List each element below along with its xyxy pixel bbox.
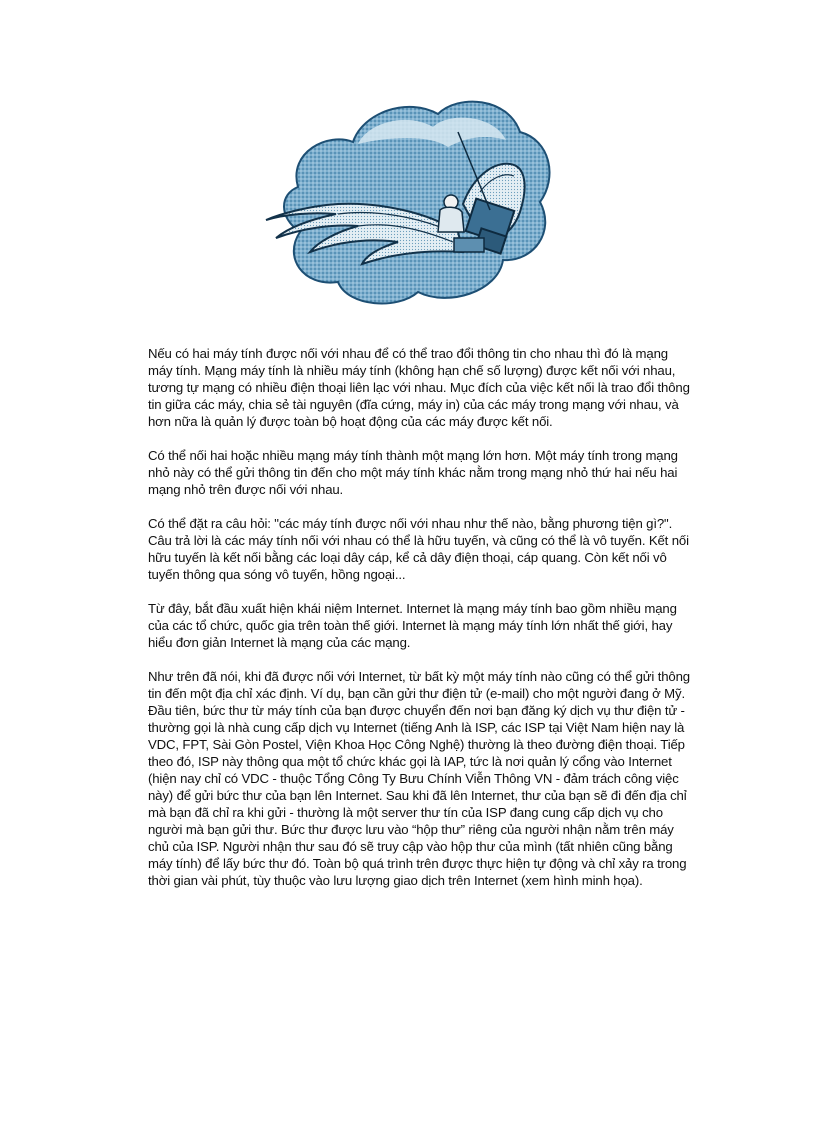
paragraph: Có thể nối hai hoặc nhiều mạng máy tính thành một mạng lớn hơn. Một máy tính trong mạng nhỏ này có thể gửi thông tin đến cho một máy tính khác nằm trong mạng nhỏ thứ hai nếu hai mạng nhỏ trên được nối với nhau. <box>148 448 678 497</box>
paragraph: Có thể đặt ra câu hỏi: "các máy tính được nối với nhau như thế nào, bằng phương tiện gì?". Câu trả lời là các máy tính nối với nhau có thể là hữu tuyến, và cũng có thể là vô tuyến. Kết nối hữu tuyến là kết nối bằng các loại dây cáp, kể cả dây điện thoại, cáp quang. Còn kết nối vô tuyến thông qua sóng vô tuyến, hồng ngoại... <box>148 516 689 582</box>
paragraph: Từ đây, bắt đầu xuất hiện khái niệm Internet. Internet là mạng máy tính bao gồm nhiều mạng của các tổ chức, quốc gia trên toàn thế giới. Internet là mạng máy tính lớn nhất thế giới, hay hiểu đơn giản Internet là mạng của các mạng. <box>148 601 677 650</box>
paragraph: Như trên đã nói, khi đã được nối với Internet, từ bất kỳ một máy tính nào cũng có thể gửi thông tin đến một địa chỉ xác định. Ví dụ, bạn cần gửi thư điện tử (e-mail) cho một người đang ở Mỹ. Đầu tiên, bức thư từ máy tính của bạn được chuyển đến nơi bạn đăng ký dịch vụ thư điện tử - thường gọi là nhà cung cấp dịch vụ Internet (tiếng Anh là ISP, các ISP tại Việt Nam hiện nay là VDC, FPT, Sài Gòn Postel, Viện Khoa Học Công Nghệ) thường là theo đường điện thoại. Tiếp theo đó, ISP này thông qua một tổ chức khác gọi là IAP, tức là nơi quản lý cổng vào Internet (hiện nay chỉ có VDC - thuộc Tổng Công Ty Bưu Chính Viễn Thông VN - đảm trách công việc này) để gửi bức thư của bạn lên Internet. Sau khi đã lên Internet, thư của bạn sẽ đi đến địa chỉ mà bạn đã chỉ ra khi gửi - thường là một server thư tín của ISP đang cung cấp dịch vụ cho người mà bạn gửi thư. Bức thư được lưu vào “hộp thư” riêng của người nhận nằm trên máy chủ của ISP. Người nhận thư sau đó sẽ truy cập vào hộp thư của mình (tất nhiên cũng bằng máy tính) để lấy bức thư đó. Toàn bộ quá trình trên được thực hiện tự động và chỉ xảy ra trong thời gian vài phút, tùy thuộc vào lưu lượng giao dịch trên Internet (xem hình minh họa). <box>148 669 690 888</box>
paragraph: Nếu có hai máy tính được nối với nhau để có thể trao đổi thông tin cho nhau thì đó là mạng máy tính. Mạng máy tính là nhiều máy tính (không hạn chế số lượng) được kết nối với nhau, tương tự mạng có nhiều điện thoại liên lạc với nhau. Mục đích của việc kết nối là trao đổi thông tin giữa các máy, chia sẻ tài nguyên (đĩa cứng, máy in) của các máy trong mạng với nhau, và hơn nữa là quản lý được toàn bộ hoạt động của các máy được kết nối. <box>148 346 690 429</box>
document-body <box>148 345 694 906</box>
illustration-svg <box>258 92 554 310</box>
flying-computer-with-wings-icon <box>258 92 554 310</box>
